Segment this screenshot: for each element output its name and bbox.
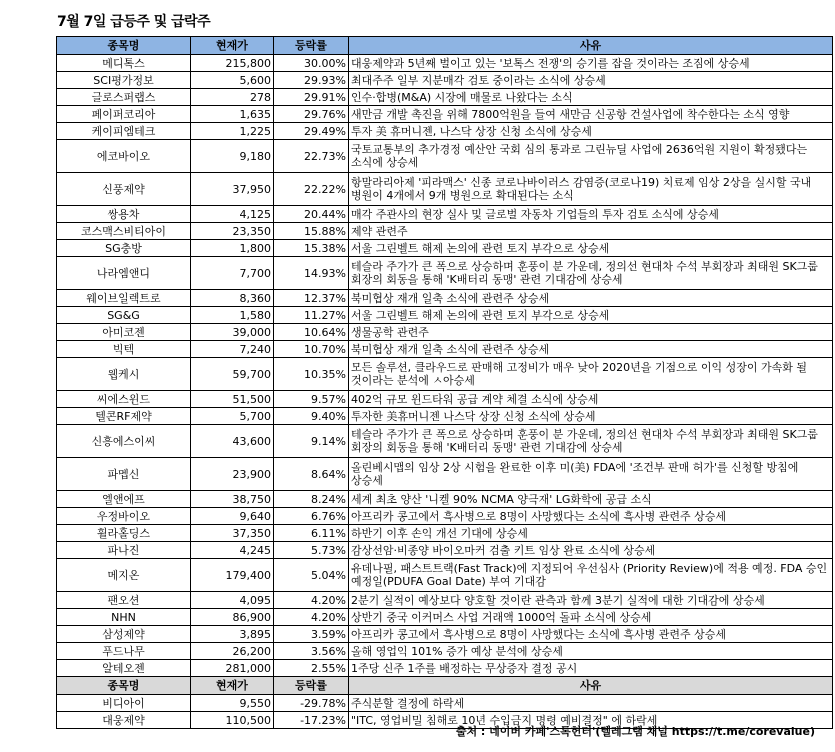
header-rate: 등락률	[274, 677, 349, 695]
stock-price: 9,640	[191, 508, 274, 525]
table-row	[57, 358, 833, 391]
header-price: 현재가	[191, 677, 274, 695]
stock-price: 110,500	[191, 712, 274, 729]
stock-name: 글로스퍼랩스	[57, 89, 191, 106]
stock-price: 9,180	[191, 140, 274, 173]
stock-price: 281,000	[191, 660, 274, 677]
stock-reason: 새만금 개발 촉진을 위해 7800억원을 들여 새만금 신공항 건설사업에 착수한다는 소식 영향	[349, 106, 833, 123]
table-row	[57, 72, 833, 89]
table-row	[57, 140, 833, 173]
header-reason: 사유	[349, 677, 833, 695]
fallers-header-row	[57, 677, 833, 695]
stock-reason: 유데나필, 패스트트랙(Fast Track)에 지정되어 우선심사 (Priority Review)에 적용 예정. FDA 승인 예정일(PDUFA Goal Date) 부여 기대감	[349, 559, 833, 592]
stock-change-rate: 10.35%	[274, 358, 349, 391]
stock-change-rate: 9.40%	[274, 408, 349, 425]
stock-name: SG&G	[57, 307, 191, 324]
table-row	[57, 525, 833, 542]
stock-change-rate: 4.20%	[274, 592, 349, 609]
stock-reason: 북미협상 재개 일축 소식에 관련주 상승세	[349, 341, 833, 358]
stock-change-rate: 14.93%	[274, 257, 349, 290]
stock-name: SCI평가정보	[57, 72, 191, 89]
table-row	[57, 408, 833, 425]
stock-name: 페이퍼코리아	[57, 106, 191, 123]
stock-name: 엘앤에프	[57, 491, 191, 508]
stock-name: 에코바이오	[57, 140, 191, 173]
stock-name: 빅텍	[57, 341, 191, 358]
stock-name: 코스맥스비티아이	[57, 223, 191, 240]
stock-reason: 서울 그린벨트 해제 논의에 관련 토지 부각으로 상승세	[349, 240, 833, 257]
stock-price: 4,095	[191, 592, 274, 609]
stock-name: 케이피엠테크	[57, 123, 191, 140]
stock-reason: 생물공학 관련주	[349, 324, 833, 341]
stock-reason: 402억 규모 윈드타워 공급 계약 체결 소식에 상승세	[349, 391, 833, 408]
stock-reason: 최대주주 일부 지분매각 검토 중이라는 소식에 상승세	[349, 72, 833, 89]
stock-name: 웨이브일렉트로	[57, 290, 191, 307]
stock-price: 86,900	[191, 609, 274, 626]
stock-name: 씨에스윈드	[57, 391, 191, 408]
stock-change-rate: 10.64%	[274, 324, 349, 341]
stock-reason: 북미협상 재개 일축 소식에 관련주 상승세	[349, 290, 833, 307]
stock-reason: 매각 주관사의 현장 실사 및 글로벌 자동차 기업들의 투자 검토 소식에 상승세	[349, 206, 833, 223]
table-row	[57, 643, 833, 660]
table-row	[57, 123, 833, 140]
stock-price: 7,240	[191, 341, 274, 358]
stock-change-rate: 8.64%	[274, 458, 349, 491]
stock-price: 1,800	[191, 240, 274, 257]
stock-reason: 테슬라 주가가 큰 폭으로 상승하며 훈풍이 분 가운데, 정의선 현대차 수석 부회장과 최태원 SK그룹 회장의 회동을 통해 'K배터리 동맹' 관련 기대감에 상승세	[349, 425, 833, 458]
stock-price: 8,360	[191, 290, 274, 307]
stock-name: 나라엠앤디	[57, 257, 191, 290]
stock-price: 215,800	[191, 55, 274, 72]
stock-name: 휠라홀딩스	[57, 525, 191, 542]
stock-price: 23,900	[191, 458, 274, 491]
stock-reason: 세계 최초 양산 '니켈 90% NCMA 양극재' LG화학에 공급 소식	[349, 491, 833, 508]
stock-reason: 올린베시맵의 임상 2상 시험을 완료한 이후 미(美) FDA에 '조건부 판매 허가'를 신청할 방침에 상승세	[349, 458, 833, 491]
stock-price: 37,950	[191, 173, 274, 206]
stock-name: 파멥신	[57, 458, 191, 491]
stock-price: 5,700	[191, 408, 274, 425]
stock-reason: 투자 美 휴머니젠, 나스닥 상장 신청 소식에 상승세	[349, 123, 833, 140]
table-row	[57, 609, 833, 626]
stock-reason: 모든 솔루션, 클라우드로 판매해 고정비가 매우 낮아 2020년을 기점으로 이익 성장이 가속화 될 것이라는 분석에 ㅅ아승세	[349, 358, 833, 391]
table-row	[57, 542, 833, 559]
table-row	[57, 290, 833, 307]
stock-price: 39,000	[191, 324, 274, 341]
stock-change-rate: 9.14%	[274, 425, 349, 458]
stock-reason: 서울 그린벨트 해제 논의에 관련 토지 부각으로 상승세	[349, 307, 833, 324]
stock-reason: 국토교통부의 추가경정 예산안 국회 심의 통과로 그린뉴딜 사업에 2636억원 지원이 확정됐다는 소식에 상승세	[349, 140, 833, 173]
stock-change-rate: 12.37%	[274, 290, 349, 307]
stock-price: 23,350	[191, 223, 274, 240]
stock-change-rate: 5.73%	[274, 542, 349, 559]
stock-reason: 테슬라 주가가 큰 폭으로 상승하며 훈풍이 분 가운데, 정의선 현대차 수석 부회장과 최태원 SK그룹 회장의 회동을 통해 'K배터리 동맹' 관련 기대감에 상승세	[349, 257, 833, 290]
table-row	[57, 223, 833, 240]
table-row	[57, 89, 833, 106]
table-row	[57, 106, 833, 123]
stock-name: NHN	[57, 609, 191, 626]
stock-change-rate: 29.49%	[274, 123, 349, 140]
stock-price: 278	[191, 89, 274, 106]
stock-price: 26,200	[191, 643, 274, 660]
stock-price: 38,750	[191, 491, 274, 508]
stock-price: 9,550	[191, 695, 274, 712]
stock-change-rate: 20.44%	[274, 206, 349, 223]
table-row	[57, 695, 833, 712]
header-name: 종목명	[57, 37, 191, 55]
table-row	[57, 458, 833, 491]
stock-reason: 제약 관련주	[349, 223, 833, 240]
stock-reason: 1주당 신주 1주를 배정하는 무상증자 결정 공시	[349, 660, 833, 677]
stock-change-rate: 15.38%	[274, 240, 349, 257]
stock-name: 신흥에스이씨	[57, 425, 191, 458]
table-row	[57, 592, 833, 609]
stock-name: 삼성제약	[57, 626, 191, 643]
stock-name: 알테오젠	[57, 660, 191, 677]
stock-reason: 아프리카 콩고에서 흑사병으로 8명이 사망했다는 소식에 흑사병 관련주 상승세	[349, 626, 833, 643]
header-rate: 등락률	[274, 37, 349, 55]
stock-reason: 상반기 중국 이커머스 사업 거래액 1000억 돌파 소식에 상승세	[349, 609, 833, 626]
table-row	[57, 257, 833, 290]
risers-section	[57, 55, 833, 677]
table-row	[57, 626, 833, 643]
table-row	[57, 240, 833, 257]
stock-reason: 주식분할 결정에 하락세	[349, 695, 833, 712]
stock-change-rate: 30.00%	[274, 55, 349, 72]
stock-name: 텔콘RF제약	[57, 408, 191, 425]
stock-change-rate: 6.11%	[274, 525, 349, 542]
stock-price: 1,225	[191, 123, 274, 140]
stock-price: 4,125	[191, 206, 274, 223]
stock-price: 179,400	[191, 559, 274, 592]
stock-change-rate: 9.57%	[274, 391, 349, 408]
header-reason: 사유	[349, 37, 833, 55]
table-row	[57, 324, 833, 341]
table-row	[57, 660, 833, 677]
header-price: 현재가	[191, 37, 274, 55]
table-row	[57, 425, 833, 458]
stock-name: 웹케시	[57, 358, 191, 391]
source-note: 출처 : 네이버 카페'스톡헌터'(텔레그램 채널 https://t.me/corevalue)	[455, 725, 815, 738]
stock-reason: 인수·합병(M&A) 시장에 매물로 나왔다는 소식	[349, 89, 833, 106]
stock-reason: 투자한 美휴머니젠 나스닥 상장 신청 소식에 상승세	[349, 408, 833, 425]
stock-change-rate: 11.27%	[274, 307, 349, 324]
stock-change-rate: 22.73%	[274, 140, 349, 173]
stock-reason: 하반기 이후 손익 개선 기대에 상승세	[349, 525, 833, 542]
stock-price: 1,580	[191, 307, 274, 324]
stock-name: 아미코젠	[57, 324, 191, 341]
stock-reason: 올해 영업익 101% 증가 예상 분석에 상승세	[349, 643, 833, 660]
stock-change-rate: 5.04%	[274, 559, 349, 592]
table-row	[57, 341, 833, 358]
stock-price: 1,635	[191, 106, 274, 123]
stock-name: 쌍용차	[57, 206, 191, 223]
stock-change-rate: 3.56%	[274, 643, 349, 660]
stock-price: 43,600	[191, 425, 274, 458]
stock-change-rate: 29.91%	[274, 89, 349, 106]
stock-change-rate: -29.78%	[274, 695, 349, 712]
table-row	[57, 173, 833, 206]
stock-name: 대웅제약	[57, 712, 191, 729]
stock-price: 7,700	[191, 257, 274, 290]
stock-change-rate: 10.70%	[274, 341, 349, 358]
stock-reason: 아프리카 콩고에서 흑사병으로 8명이 사망했다는 소식에 흑사병 관련주 상승세	[349, 508, 833, 525]
stock-change-rate: 3.59%	[274, 626, 349, 643]
stock-table	[56, 36, 833, 729]
stock-name: 비디아이	[57, 695, 191, 712]
stock-reason: 대웅제약과 5년째 벌이고 있는 '보톡스 전쟁'의 승기를 잡을 것이라는 조짐에 상승세	[349, 55, 833, 72]
stock-change-rate: 29.93%	[274, 72, 349, 89]
table-row	[57, 559, 833, 592]
header-name: 종목명	[57, 677, 191, 695]
stock-price: 5,600	[191, 72, 274, 89]
header-row	[57, 37, 833, 55]
fallers-section	[57, 677, 833, 695]
stock-price: 51,500	[191, 391, 274, 408]
table-row	[57, 391, 833, 408]
stock-change-rate: 2.55%	[274, 660, 349, 677]
stock-change-rate: 15.88%	[274, 223, 349, 240]
stock-name: 푸드나무	[57, 643, 191, 660]
stock-name: 신풍제약	[57, 173, 191, 206]
stock-change-rate: 6.76%	[274, 508, 349, 525]
stock-reason: "ITC, 영업비밀 침해로 10년 수입금지 명령 예비결정" 에 하락세	[349, 712, 833, 729]
page-title: 7월 7일 급등주 및 급락주	[57, 14, 211, 30]
stock-reason: 감상선암·비종양 바이오마커 검출 키트 임상 완료 소식에 상승세	[349, 542, 833, 559]
table-row	[57, 508, 833, 525]
stock-change-rate: 22.22%	[274, 173, 349, 206]
stock-name: 우정바이오	[57, 508, 191, 525]
table-row	[57, 55, 833, 72]
stock-price: 59,700	[191, 358, 274, 391]
stock-name: 파나진	[57, 542, 191, 559]
stock-price: 4,245	[191, 542, 274, 559]
stock-name: SG충방	[57, 240, 191, 257]
stock-reason: 항말라리아제 '피라맥스' 신종 코로나바이러스 감염증(코로나19) 치료제 임상 2상을 실시할 국내 병원이 4개에서 9개 병원으로 확대된다는 소식	[349, 173, 833, 206]
stock-change-rate: -17.23%	[274, 712, 349, 729]
stock-price: 3,895	[191, 626, 274, 643]
stock-change-rate: 29.76%	[274, 106, 349, 123]
stock-price: 37,350	[191, 525, 274, 542]
table-row	[57, 491, 833, 508]
stock-change-rate: 8.24%	[274, 491, 349, 508]
stock-reason: 2분기 실적이 예상보다 양호할 것이란 관측과 함께 3분기 실적에 대한 기대감에 상승세	[349, 592, 833, 609]
stock-name: 메디톡스	[57, 55, 191, 72]
stock-name: 팬오션	[57, 592, 191, 609]
stock-change-rate: 4.20%	[274, 609, 349, 626]
stock-name: 메지온	[57, 559, 191, 592]
table-row	[57, 206, 833, 223]
table-row	[57, 307, 833, 324]
